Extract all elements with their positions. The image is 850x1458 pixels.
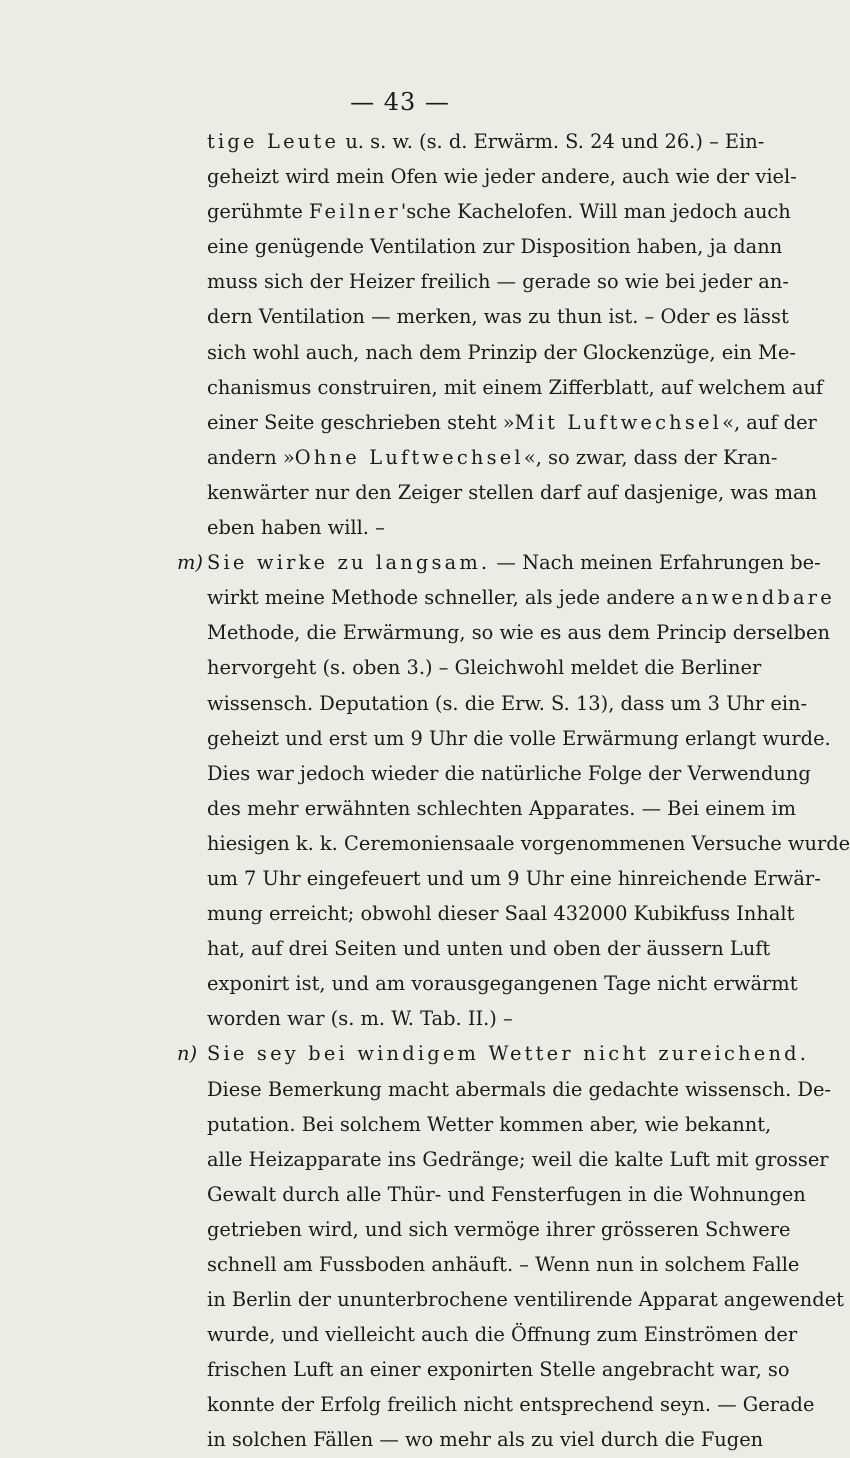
text-line: andern »Ohne Luftwechsel«, so zwar, dass der Kran- [207,445,778,469]
spaced-emphasis: Mit Luftwechsel [514,410,723,434]
text-line: mung erreicht; obwohl dieser Saal 432000 Kubikfuss Inhalt [207,902,795,926]
text-line: kenwärter nur den Zeiger stellen darf auf dasjenige, was man [207,480,818,504]
text-line: um 7 Uhr eingefeuert und um 9 Uhr eine hinreichende Erwär- [207,866,821,890]
section-heading: Sie sey bei windigem Wetter nicht zureichend. [207,1042,810,1066]
text-line: geheizt und erst um 9 Uhr die volle Erwärmung erlangt wurde. [207,726,831,750]
text-line: sich wohl auch, nach dem Prinzip der Glockenzüge, ein Me- [207,340,796,364]
text-line: in Berlin der ununterbrochene ventilirende Apparat angewendet [207,1288,844,1312]
body-text [177,124,850,1458]
text-line: schnell am Fussboden anhäuft. – Wenn nun in solchem Falle [207,1253,800,1276]
text-line: wurde, und vielleicht auch die Öffnung zum Einströmen der [207,1323,798,1347]
text-line: hat, auf drei Seiten und unten und oben der äussern Luft [207,937,771,961]
text-line: wissensch. Deputation (s. die Erw. S. 13), dass um 3 Uhr ein- [207,691,808,715]
text-line: muss sich der Heizer freilich — gerade so wie bei jeder an- [207,270,789,294]
text-line: exponirt ist, und am vorausgegangenen Tage nicht erwärmt [207,972,798,996]
section-marker-m: m) [177,551,203,575]
text-line: Diese Bemerkung macht abermals die gedachte wissensch. De- [207,1077,831,1101]
section-marker-n: n) [177,1042,198,1066]
text-line: konnte der Erfolg freilich nicht entsprechend seyn. — Gerade [207,1393,815,1417]
text-line: in solchen Fällen — wo mehr als zu viel durch die Fugen [207,1428,764,1452]
text-line: geheizt wird mein Ofen wie jeder andere, auch wie der viel- [207,165,797,189]
spaced-emphasis: Ohne Luftwechsel [294,445,524,469]
text-line: Methode, die Erwärmung, so wie es aus dem Princip derselben [207,621,830,645]
text-line: einer Seite geschrieben steht »Mit Luftwechsel«, auf der [207,410,817,434]
page-number: — 43 — [350,88,450,116]
text-line: hiesigen k. k. Ceremoniensaale vorgenommenen Versuche wurde [207,831,850,855]
text-line [177,1036,810,1071]
text-line: alle Heizapparate ins Gedränge; weil die kalte Luft mit grosser [207,1147,829,1171]
spaced-emphasis: tige Leute [207,130,340,153]
text-line: dern Ventilation — merken, was zu thun ist. – Oder es lässt [207,305,789,329]
text-line: Dies war jedoch wieder die natürliche Folge der Verwendung [207,761,811,785]
text-line: getrieben wird, und sich vermöge ihrer grösseren Schwere [207,1217,791,1241]
text-line: m) Sie wirke zu langsam. — Nach meinen Erfahrungen be- [207,545,718,580]
section-heading: Sie wirke zu langsam. [207,551,491,575]
spaced-emphasis: anwendbare [681,586,835,610]
spaced-emphasis: Feilner [308,200,401,224]
text-line: chanismus construiren, mit einem Zifferblatt, auf welchem auf [207,375,824,399]
text-line: eine genügende Ventilation zur Disposition haben, ja dann [207,235,783,259]
text-line: Gewalt durch alle Thür- und Fensterfugen in die Wohnungen [207,1182,806,1206]
text-line: putation. Bei solchem Wetter kommen aber, wie bekannt, [207,1112,772,1136]
text-line: gerühmte Feilner'sche Kachelofen. Will man jedoch auch [207,200,791,224]
text-line: worden war (s. m. W. Tab. II.) – [207,1007,513,1031]
text-line: eben haben will. – [207,516,385,540]
text-line: wirkt meine Methode schneller, als jede andere anwendbare [207,586,835,610]
text-line: des mehr erwähnten schlechten Apparates. — Bei einem im [207,796,797,820]
text-line: hervorgeht (s. oben 3.) – Gleichwohl meldet die Berliner [207,656,762,680]
text-line: tige Leute u. s. w. (s. d. Erwärm. S. 24 und 26.) – Ein- [207,130,765,153]
text-line: frischen Luft an einer exponirten Stelle angebracht war, so [207,1358,790,1382]
